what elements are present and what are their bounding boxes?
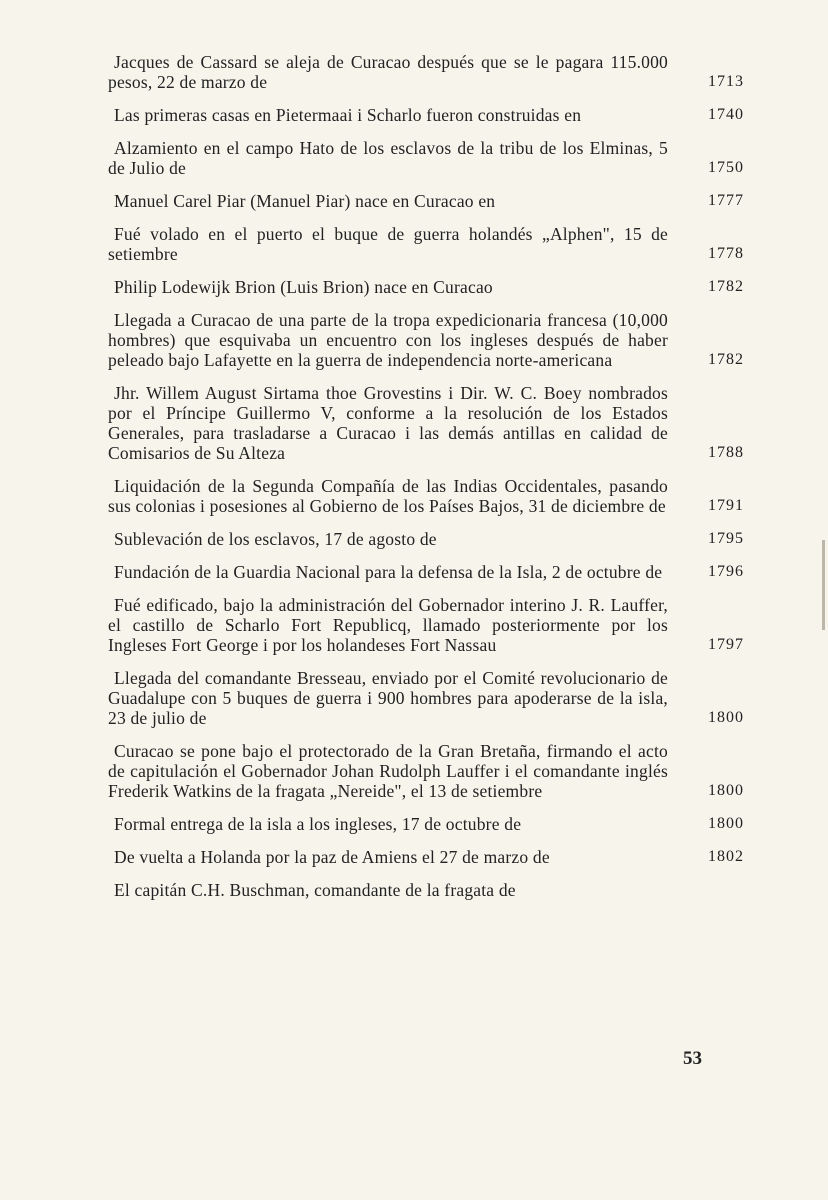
chronology-entry [108, 847, 744, 867]
chronology-entry [108, 529, 744, 549]
entry-text: Liquidación de la Segunda Compañía de las Indias Occidentales, pasando sus colonias i posesiones al Gobierno de los Países Bajos, 31 de diciembre de [108, 476, 668, 516]
entry-year: 1788 [708, 444, 744, 461]
chronology-entry [108, 105, 744, 125]
chronology-entry [108, 191, 744, 211]
entry-year: 1782 [708, 351, 744, 368]
chronology-entry [108, 138, 744, 178]
entry-year: 1800 [708, 782, 744, 799]
entry-year: 1802 [708, 848, 744, 865]
entry-text: Formal entrega de la isla a los ingleses, 17 de octubre de [114, 814, 522, 834]
chronology-entry [108, 595, 744, 655]
page-edge-shadow [822, 540, 825, 630]
entry-year: 1791 [708, 497, 744, 514]
chronology-entry [108, 562, 744, 582]
entry-year: 1713 [708, 73, 744, 90]
entry-text: Philip Lodewijk Brion (Luis Brion) nace en Curacao [114, 277, 493, 297]
entry-text: De vuelta a Holanda por la paz de Amiens el 27 de marzo de [114, 847, 550, 867]
entry-text: Llegada del comandante Bresseau, enviado por el Comité revolucionario de Guadalupe con 5 buques de guerra i 900 hombres para apoderarse de la isla, 23 de julio de [108, 668, 668, 728]
entry-text: Alzamiento en el campo Hato de los esclavos de la tribu de los Elminas, 5 de Julio de [108, 138, 668, 178]
chronology-entry [108, 668, 744, 728]
entry-year: 1796 [708, 563, 744, 580]
chronology-entry [108, 880, 744, 900]
page-number: 53 [683, 1048, 702, 1069]
chronology-entry [108, 310, 744, 370]
entry-year: 1740 [708, 106, 744, 123]
entry-text: Fundación de la Guardia Nacional para la defensa de la Isla, 2 de octubre de [114, 562, 663, 582]
chronology-list [108, 52, 744, 913]
chronology-entry [108, 814, 744, 834]
entry-text: Manuel Carel Piar (Manuel Piar) nace en Curacao en [114, 191, 496, 211]
entry-text: Las primeras casas en Pietermaai i Scharlo fueron construidas en [114, 105, 582, 125]
entry-text: Fué volado en el puerto el buque de guerra holandés „Alphen", 15 de setiembre [108, 224, 668, 264]
entry-year: 1795 [708, 530, 744, 547]
entry-year: 1777 [708, 192, 744, 209]
chronology-entry [108, 224, 744, 264]
entry-text: Fué edificado, bajo la administración del Gobernador interino J. R. Lauffer, el castillo de Scharlo Fort Republicq, llamado posteriormente por los Ingleses Fort George i por los holandeses Fort Nassau [108, 595, 668, 655]
entry-year: 1797 [708, 636, 744, 653]
entry-text: Sublevación de los esclavos, 17 de agosto de [114, 529, 437, 549]
entry-text: Curacao se pone bajo el protectorado de la Gran Bretaña, firmando el acto de capitulación el Gobernador Johan Rudolph Lauffer i el comandante inglés Frederik Watkins de la fragata „Nereide", el 13 de setiembre [108, 741, 668, 801]
chronology-entry [108, 476, 744, 516]
entry-text: El capitán C.H. Buschman, comandante de la fragata de [114, 880, 516, 900]
entry-year: 1800 [708, 815, 744, 832]
entry-text: Llegada a Curacao de una parte de la tropa expedicionaria francesa (10,000 hombres) que esquivaba un encuentro con los ingleses después de haber peleado bajo Lafayette en la guerra de independencia norte-americana [108, 310, 668, 370]
chronology-entry [108, 741, 744, 801]
entry-year: 1750 [708, 159, 744, 176]
chronology-entry [108, 52, 744, 92]
entry-year: 1800 [708, 709, 744, 726]
entry-year: 1782 [708, 278, 744, 295]
entry-year: 1778 [708, 245, 744, 262]
entry-text: Jacques de Cassard se aleja de Curacao después que se le pagara 115.000 pesos, 22 de marzo de [108, 52, 668, 92]
entry-text: Jhr. Willem August Sirtama thoe Grovestins i Dir. W. C. Boey nombrados por el Príncipe Guillermo V, conforme a la resolución de los Estados Generales, para trasladarse a Curacao i las demás antillas en calidad de Comisarios de Su Alteza [108, 383, 668, 463]
chronology-entry [108, 383, 744, 463]
chronology-entry [108, 277, 744, 297]
